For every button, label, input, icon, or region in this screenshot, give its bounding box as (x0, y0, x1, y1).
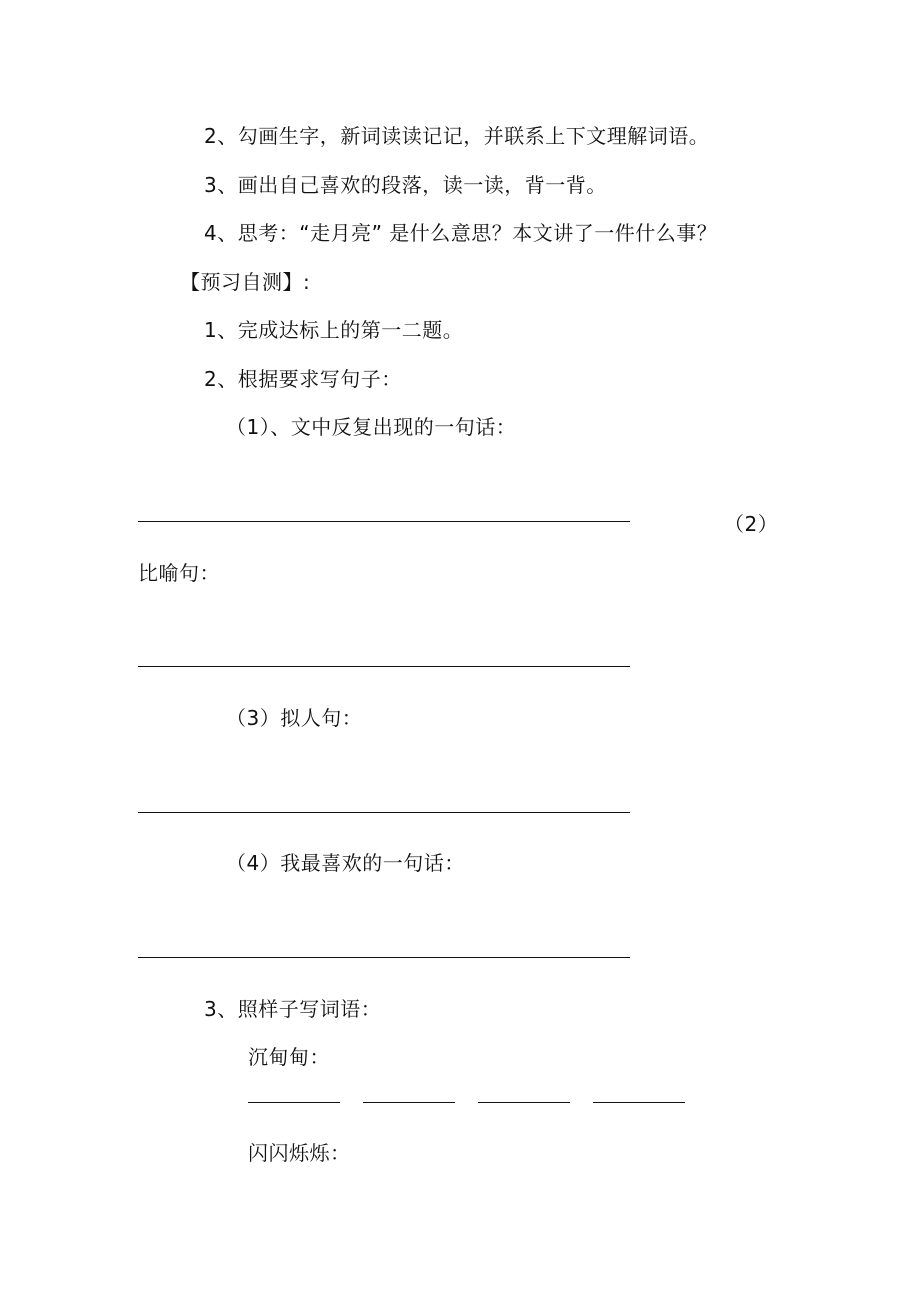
word-blank-3[interactable] (478, 1102, 570, 1103)
step-2-text: 2、勾画生字，新词读读记记，并联系上下文理解词语。 (204, 124, 710, 148)
question-2-text: 2、根据要求写句子： (204, 367, 402, 391)
pattern-1-label: 沉甸甸： (248, 1045, 330, 1069)
pattern-2-label: 闪闪烁烁： (248, 1141, 351, 1165)
question-2-2-number: （2） (724, 512, 779, 536)
self-test-heading: 【预习自测】: (180, 270, 311, 294)
step-4-text: 4、思考：“走月亮” 是什么意思？本文讲了一件什么事？ (204, 221, 718, 245)
word-blank-2[interactable] (363, 1102, 455, 1103)
question-2-1-text: （1）、文中反复出现的一句话： (226, 415, 517, 439)
word-blank-1[interactable] (248, 1102, 340, 1103)
question-2-3-text: （3）拟人句： (226, 706, 363, 730)
answer-line-2-4[interactable] (138, 957, 630, 958)
question-3-text: 3、照样子写词语： (204, 997, 382, 1021)
step-3-text: 3、画出自己喜欢的段落，读一读，背一背。 (204, 173, 607, 197)
answer-line-2-3[interactable] (138, 812, 630, 813)
question-2-2-label: 比喻句： (138, 561, 220, 585)
answer-line-2-1[interactable] (138, 521, 630, 522)
question-1-text: 1、完成达标上的第一二题。 (204, 318, 464, 342)
answer-line-2-2[interactable] (138, 666, 630, 667)
question-2-4-text: （4）我最喜欢的一句话： (226, 851, 465, 875)
word-blank-4[interactable] (593, 1102, 685, 1103)
